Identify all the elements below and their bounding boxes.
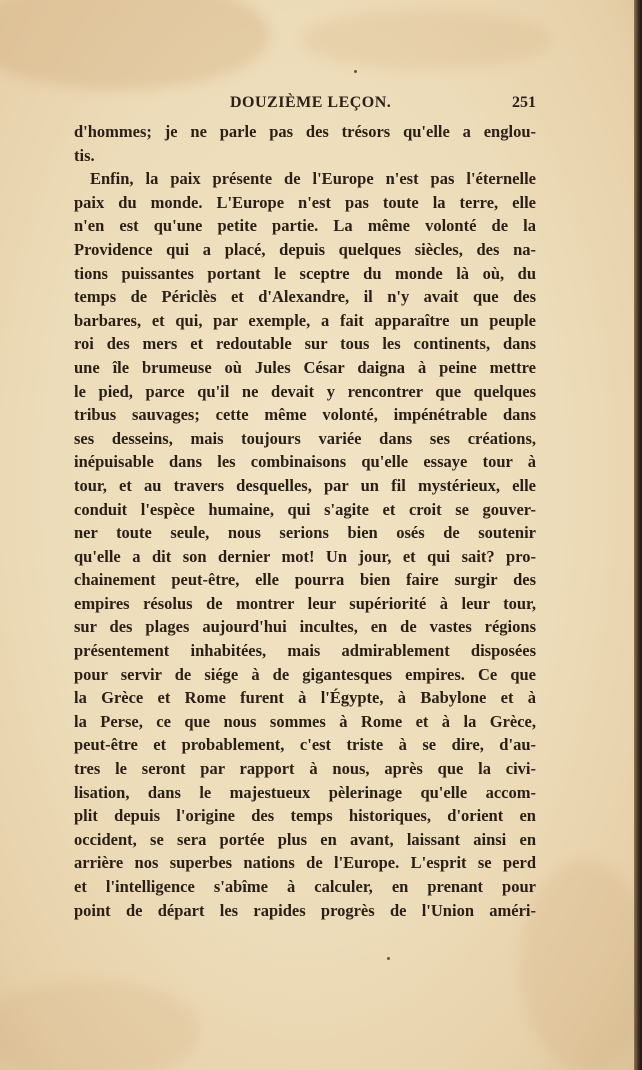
paper-stain [0, 0, 270, 90]
text-line: empires résolus de montrer leur supériorité à leur tour, [74, 593, 536, 613]
paper-stain [0, 980, 200, 1070]
text-line: la Perse, ce que nous sommes à Rome et à la Grèce, [74, 711, 536, 731]
text-line: ses desseins, mais toujours variée dans ses créations, [74, 428, 536, 448]
text-line: conduit l'espèce humaine, qui s'agite et croit se gouver- [74, 499, 536, 519]
text-line: inépuisable dans les combinaisons qu'elle essaye tour à [74, 452, 536, 472]
text-line: occident, se sera portée plus en avant, laissant ainsi en [74, 829, 536, 849]
text-line: tions puissantes portant le sceptre du monde là où, du [74, 263, 536, 283]
text-line: roi des mers et redoutable sur tous les continents, dans [74, 334, 536, 354]
text-line: présentement inhabitées, mais admirablement disposées [74, 641, 536, 661]
text-line: le pied, parce qu'il ne devait y rencontrer que quelques [74, 381, 536, 401]
text-line: peut-être et probablement, c'est triste à se dire, d'au- [74, 735, 536, 755]
speck [387, 957, 390, 960]
paper-stain [300, 10, 550, 70]
text-line: chainement peut-être, elle pourra bien faire surgir des [74, 570, 536, 590]
running-title: DOUZIÈME LEÇON. [230, 94, 392, 111]
speck [354, 70, 357, 73]
body-text [74, 120, 536, 922]
text-line: tribus sauvages; cette même volonté, impénétrable dans [74, 405, 536, 425]
text-line: tres le seront par rapport à nous, après que la civi- [74, 759, 536, 779]
text-line: point de départ les rapides progrès de l'Union améri- [74, 900, 536, 920]
text-line: temps de Périclès et d'Alexandre, il n'y avait que des [74, 287, 536, 307]
text-line: la Grèce et Rome furent à l'Égypte, à Babylone et à [74, 688, 536, 708]
paper-stain [520, 860, 634, 1070]
page-number: 251 [512, 94, 536, 111]
text-line: tis. [74, 145, 95, 165]
text-line: tour, et au travers desquelles, par un fil mystérieux, elle [74, 475, 536, 495]
text-line: Providence qui a placé, depuis quelques siècles, des na- [74, 239, 536, 259]
page-edge-shadow [634, 0, 642, 1070]
text-line: barbares, et qui, par exemple, a fait apparaître un peuple [74, 310, 536, 330]
text-line: paix du monde. L'Europe n'est pas toute la terre, elle [74, 192, 536, 212]
text-line: plit depuis l'origine des temps historiques, d'orient en [74, 806, 536, 826]
text-line: n'en est qu'une petite partie. La même volonté de la [74, 216, 536, 236]
text-line: qu'elle a dit son dernier mot! Un jour, et qui sait? pro- [74, 546, 536, 566]
text-line: ner toute seule, nous serions bien osés de soutenir [74, 523, 536, 543]
text-line: d'hommes; je ne parle pas des trésors qu'elle a englou- [74, 122, 536, 141]
text-line: pour servir de siége à de gigantesques empires. Ce que [74, 664, 536, 684]
text-line: lisation, dans le majestueux pèlerinage qu'elle accom- [74, 782, 536, 802]
page-header [74, 94, 536, 118]
text-line: et l'intelligence s'abîme à calculer, en prenant pour [74, 877, 536, 896]
text-line: arrière nos superbes nations de l'Europe. L'esprit se perd [74, 853, 536, 873]
text-line: sur des plages aujourd'hui incultes, en de vastes régions [74, 617, 536, 637]
text-line: une île brumeuse où Jules César daigna à peine mettre [74, 357, 536, 377]
text-line: Enfin, la paix présente de l'Europe n'est pas l'éternelle [90, 169, 536, 189]
